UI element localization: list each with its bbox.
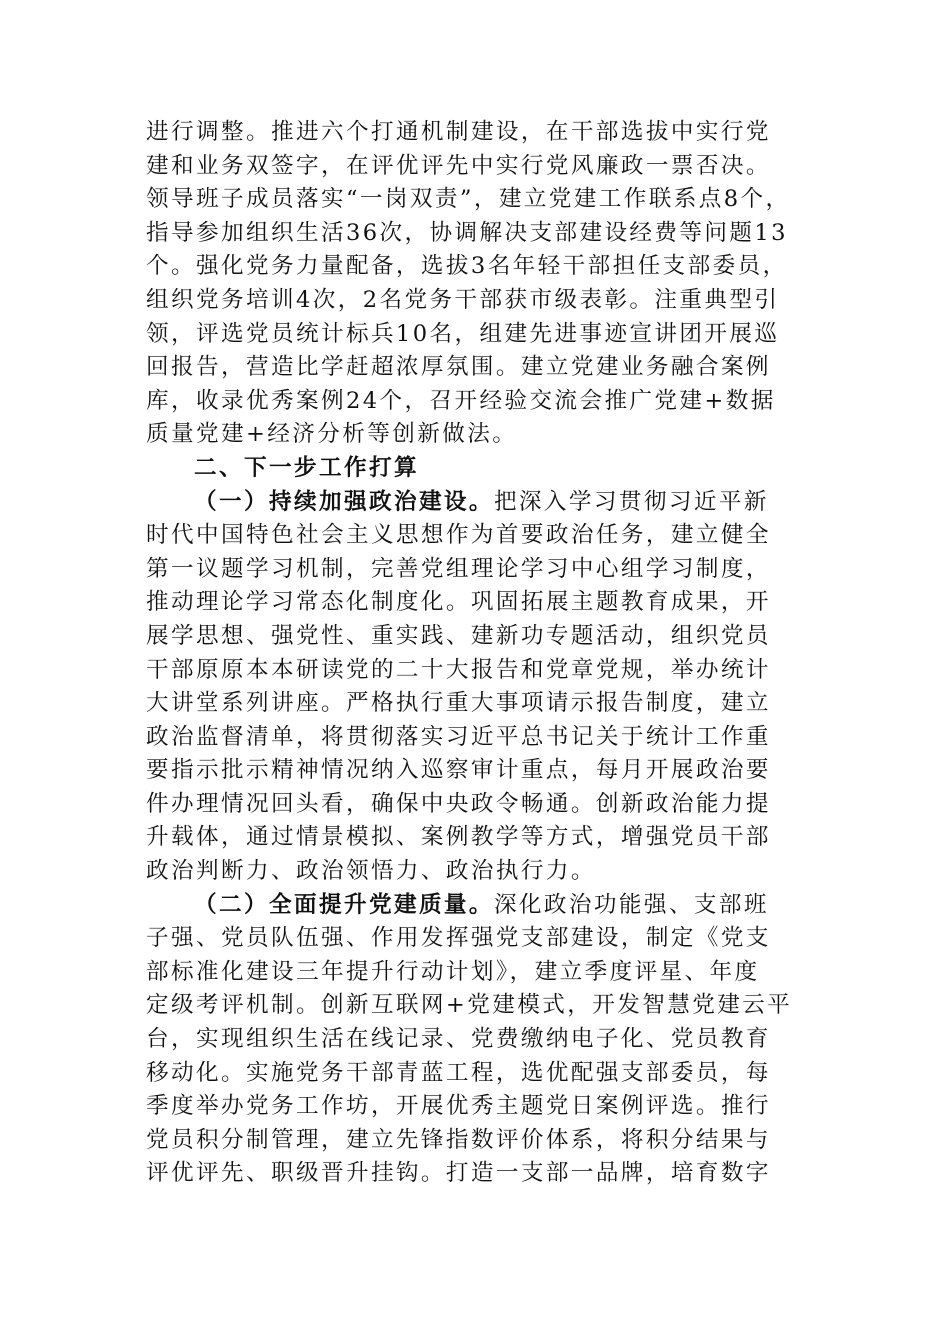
text-line: 定级考评机制。创新互联网+党建模式，开发智慧党建云平	[146, 992, 793, 1019]
text-line: 第一议题学习机制，完善党组理论学习中心组学习制度，	[146, 555, 771, 582]
text-line: 干部原原本本研读党的二十大报告和党章党规，举办统计	[146, 656, 771, 683]
text-line: 政治判断力、政治领悟力、政治执行力。	[146, 858, 596, 885]
text-line: 升载体，通过情景模拟、案例教学等方式，增强党员干部	[146, 824, 771, 851]
text-line: 领，评选党员统计标兵10名，组建先进事迹宣讲团开展巡	[146, 320, 780, 347]
text-line: 台，实现组织生活在线记录、党费缴纳电子化、党员教育	[146, 1026, 771, 1053]
text-line: 政治监督清单，将贯彻落实习近平总书记关于统计工作重	[146, 723, 771, 750]
text-line: 子强、党员队伍强、作用发挥强党支部建设，制定《党支	[146, 925, 771, 952]
text-line: 展学思想、强党性、重实践、建新功专题活动，组织党员	[146, 622, 771, 649]
text-line: 大讲堂系列讲座。严格执行重大事项请示报告制度，建立	[146, 690, 771, 717]
paragraph-first-line	[146, 486, 806, 520]
text-line: 件办理情况回头看，确保中央政令畅通。创新政治能力提	[146, 790, 771, 817]
text-line: 组织党务培训4次，2名党务干部获市级表彰。注重典型引	[146, 286, 780, 313]
text-line: 库，收录优秀案例24个，召开经验交流会推广党建+数据	[146, 387, 776, 414]
text-line: 要指示批示精神情况纳入巡察审计重点，每月开展政治要	[146, 757, 771, 784]
text-line: 领导班子成员落实“一岗双责”，建立党建工作联系点8个，	[146, 186, 791, 213]
text-line: 评优评先、职级晋升挂钩。打造一支部一品牌，培育数字	[146, 1160, 771, 1187]
text-line: 质量党建+经济分析等创新做法。	[146, 421, 518, 448]
subsection-heading: （二）全面提升党建质量。	[194, 891, 494, 918]
text-line: 移动化。实施党务干部青蓝工程，选优配强支部委员，每	[146, 1059, 771, 1086]
document-page	[146, 116, 806, 1191]
text-line: 部标准化建设三年提升行动计划》，建立季度评星、年度	[146, 958, 760, 985]
section-heading: 二、下一步工作打算	[194, 454, 419, 481]
text-line: 个。强化党务力量配备，选拔3名年轻干部担任支部委员，	[146, 253, 788, 280]
text-line: 推动理论学习常态化制度化。巩固拓展主题教育成果，开	[146, 589, 771, 616]
text-line: 党员积分制管理，建立先锋指数评价体系，将积分结果与	[146, 1126, 771, 1153]
text-run: 深化政治功能强、支部班	[493, 891, 769, 918]
text-line: 建和业务双签字，在评优评先中实行党风廉政一票否决。	[146, 152, 771, 179]
paragraph-first-line	[146, 889, 806, 923]
text-run: 把深入学习贯彻习近平新	[493, 488, 769, 515]
text-line: 季度举办党务工作坊，开展优秀主题党日案例评选。推行	[146, 1093, 771, 1120]
text-line: 回报告，营造比学赶超浓厚氛围。建立党建业务融合案例	[146, 354, 771, 381]
text-line: 时代中国特色社会主义思想作为首要政治任务，建立健全	[146, 522, 771, 549]
subsection-heading: （一）持续加强政治建设。	[194, 488, 494, 515]
text-line: 指导参加组织生活36次，协调解决支部建设经费等问题13	[146, 219, 788, 246]
text-line: 进行调整。推进六个打通机制建设，在干部选拔中实行党	[146, 119, 771, 145]
